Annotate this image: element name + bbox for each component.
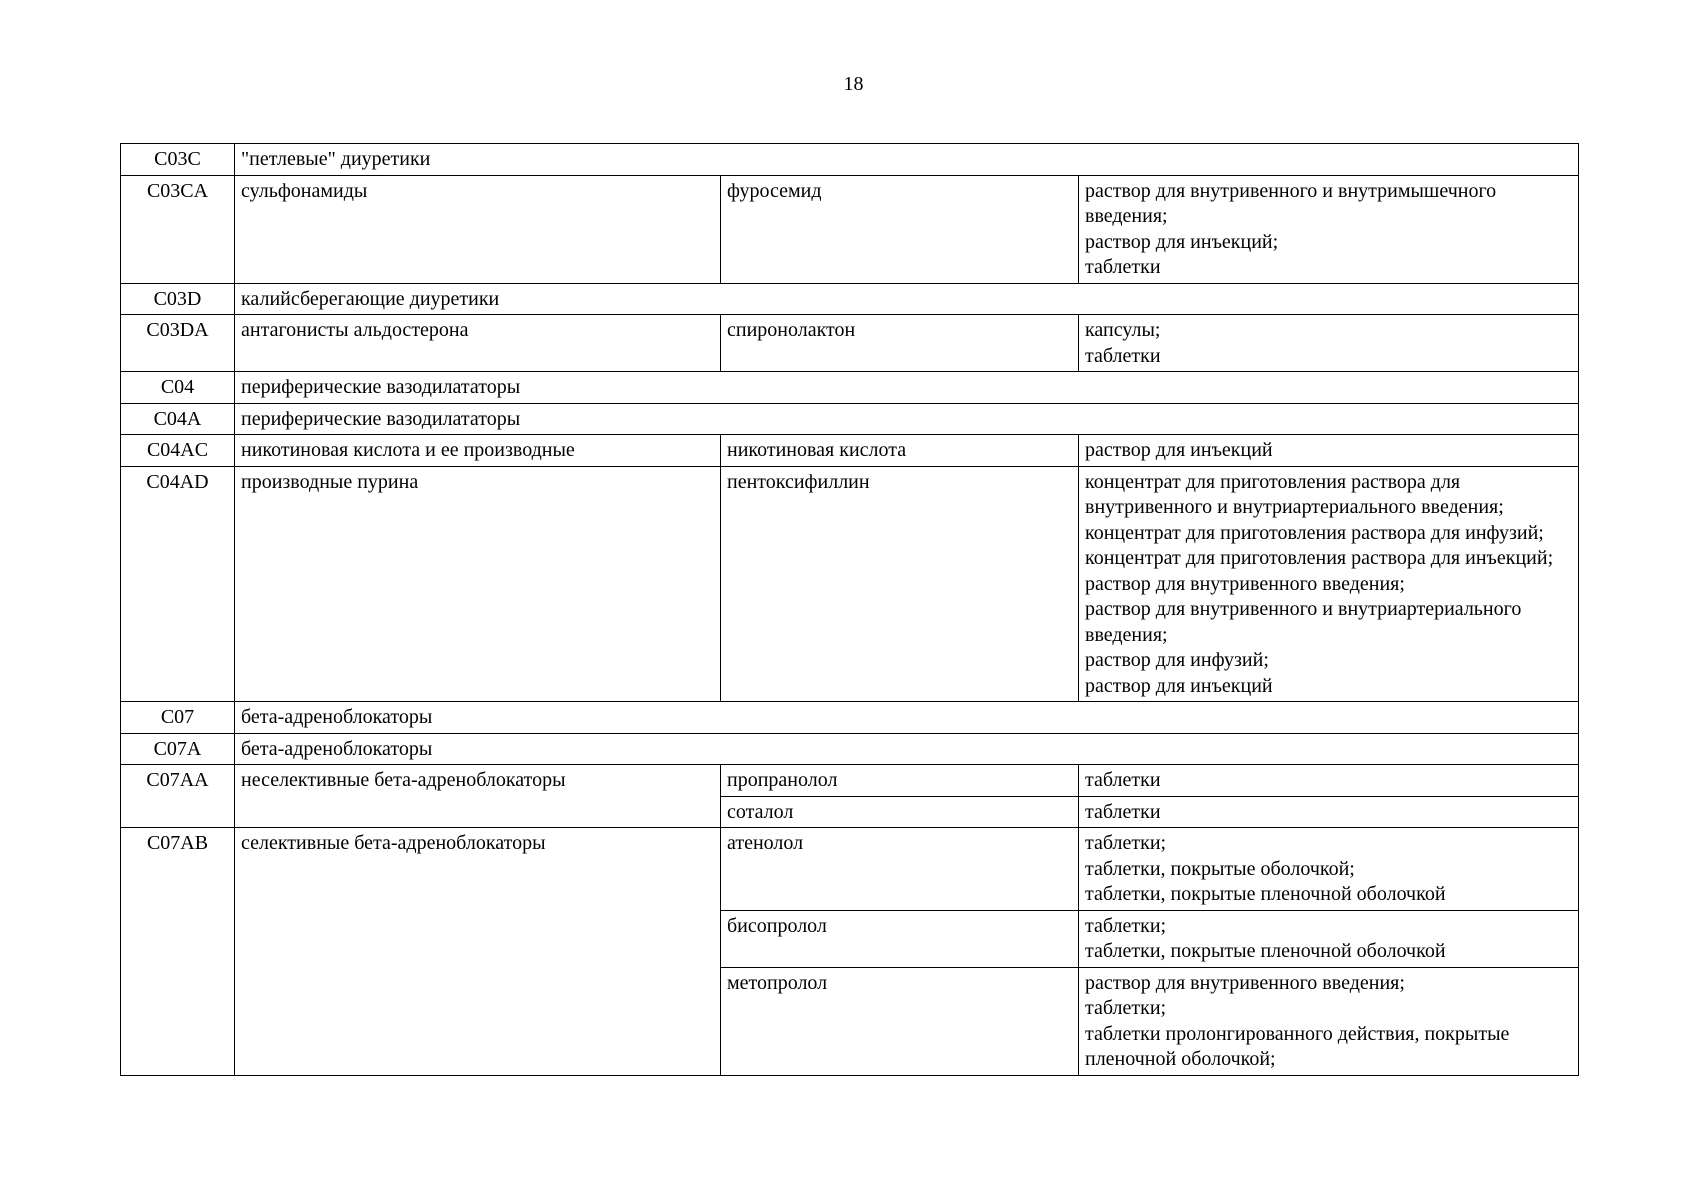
dosage-form-line: таблетки; bbox=[1085, 997, 1167, 1019]
atc-classification-table bbox=[120, 143, 1579, 1076]
dosage-form-line: таблетки пролонгированного действия, покрытые пленочной оболочкой; bbox=[1085, 1022, 1510, 1070]
dosage-form-line: раствор для внутривенного введения; bbox=[1085, 971, 1405, 994]
dosage-form-line: раствор для инъекций; bbox=[1085, 230, 1279, 253]
drug-name-cell: фуросемид bbox=[721, 175, 1079, 283]
dosage-forms-cell bbox=[1079, 967, 1579, 1075]
atc-subgroup-cell: производные пурина bbox=[235, 466, 721, 702]
atc-code-cell: C04A bbox=[121, 403, 235, 435]
drug-name-cell: соталол bbox=[721, 796, 1079, 828]
dosage-forms-cell bbox=[1079, 466, 1579, 702]
drug-name-cell: атенолол bbox=[721, 828, 1079, 911]
dosage-form-line: раствор для инъекций bbox=[1085, 674, 1273, 697]
drug-name-cell: бисопролол bbox=[721, 910, 1079, 967]
dosage-form-line: концентрат для приготовления раствора для инфузий; bbox=[1085, 521, 1544, 544]
drug-name-cell: никотиновая кислота bbox=[721, 435, 1079, 467]
dosage-form-line: таблетки; bbox=[1085, 832, 1167, 854]
table-row-group-header bbox=[121, 733, 1579, 765]
drug-name-cell: пентоксифиллин bbox=[721, 466, 1079, 702]
dosage-forms-cell bbox=[1079, 435, 1579, 467]
atc-code-cell: C03DA bbox=[121, 315, 235, 372]
atc-code-cell: C04 bbox=[121, 372, 235, 404]
dosage-form-line: раствор для внутривенного и внутриартериального введения; bbox=[1085, 598, 1522, 646]
dosage-form-line: таблетки, покрытые пленочной оболочкой bbox=[1085, 940, 1446, 962]
table-body bbox=[121, 144, 1579, 1076]
dosage-forms-cell bbox=[1079, 910, 1579, 967]
atc-code-cell: C03CA bbox=[121, 175, 235, 283]
atc-code-cell: C07AB bbox=[121, 828, 235, 1076]
table-row bbox=[121, 828, 1579, 911]
table-row-group-header bbox=[121, 403, 1579, 435]
table-row bbox=[121, 175, 1579, 283]
drug-name-cell: спиронолактон bbox=[721, 315, 1079, 372]
drug-name-cell: пропранолол bbox=[721, 765, 1079, 797]
atc-subgroup-cell: никотиновая кислота и ее производные bbox=[235, 435, 721, 467]
dosage-form-line: концентрат для приготовления раствора для инъекций; bbox=[1085, 547, 1554, 569]
dosage-form-line: таблетки bbox=[1085, 769, 1161, 791]
dosage-form-line: раствор для инфузий; bbox=[1085, 649, 1269, 671]
atc-subgroup-cell: неселективные бета-адреноблокаторы bbox=[235, 765, 721, 828]
table-row-group-header bbox=[121, 372, 1579, 404]
atc-group-name-cell: бета-адреноблокаторы bbox=[235, 702, 1579, 734]
atc-group-name-cell: калийсберегающие диуретики bbox=[235, 283, 1579, 315]
atc-subgroup-cell: селективные бета-адреноблокаторы bbox=[235, 828, 721, 1076]
dosage-form-line: таблетки, покрытые оболочкой; bbox=[1085, 857, 1355, 880]
dosage-forms-cell bbox=[1079, 315, 1579, 372]
table-row bbox=[121, 466, 1579, 702]
dosage-form-line: концентрат для приготовления раствора для внутривенного и внутриартериального введения; bbox=[1085, 470, 1504, 518]
dosage-forms-cell bbox=[1079, 175, 1579, 283]
atc-code-cell: C07A bbox=[121, 733, 235, 765]
dosage-form-line: таблетки, покрытые пленочной оболочкой bbox=[1085, 883, 1446, 905]
atc-group-name-cell: периферические вазодилататоры bbox=[235, 372, 1579, 404]
table-row bbox=[121, 315, 1579, 372]
dosage-form-line: капсулы; bbox=[1085, 319, 1161, 341]
atc-group-name-cell: "петлевые" диуретики bbox=[235, 144, 1579, 176]
dosage-form-line: раствор для внутривенного введения; bbox=[1085, 572, 1405, 595]
table-row bbox=[121, 765, 1579, 797]
dosage-form-line: таблетки bbox=[1085, 800, 1161, 823]
table-row-group-header bbox=[121, 702, 1579, 734]
atc-code-cell: C03D bbox=[121, 283, 235, 315]
atc-code-cell: C04AC bbox=[121, 435, 235, 467]
dosage-forms-cell bbox=[1079, 796, 1579, 828]
atc-code-cell: C07AA bbox=[121, 765, 235, 828]
dosage-forms-cell bbox=[1079, 765, 1579, 797]
atc-code-cell: C04AD bbox=[121, 466, 235, 702]
table-row-group-header bbox=[121, 144, 1579, 176]
atc-code-cell: C07 bbox=[121, 702, 235, 734]
atc-group-name-cell: периферические вазодилататоры bbox=[235, 403, 1579, 435]
dosage-form-line: таблетки; bbox=[1085, 914, 1167, 937]
dosage-form-line: таблетки bbox=[1085, 344, 1161, 367]
dosage-form-line: таблетки bbox=[1085, 256, 1161, 278]
atc-group-name-cell: бета-адреноблокаторы bbox=[235, 733, 1579, 765]
dosage-form-line: раствор для внутривенного и внутримышечного введения; bbox=[1085, 179, 1497, 227]
atc-subgroup-cell: сульфонамиды bbox=[235, 175, 721, 283]
atc-code-cell: C03C bbox=[121, 144, 235, 176]
dosage-forms-cell bbox=[1079, 828, 1579, 911]
drug-name-cell: метопролол bbox=[721, 967, 1079, 1075]
table-row-group-header bbox=[121, 283, 1579, 315]
table-row bbox=[121, 435, 1579, 467]
dosage-form-line: раствор для инъекций bbox=[1085, 439, 1273, 461]
page-number: 18 bbox=[843, 73, 864, 95]
atc-subgroup-cell: антагонисты альдостерона bbox=[235, 315, 721, 372]
